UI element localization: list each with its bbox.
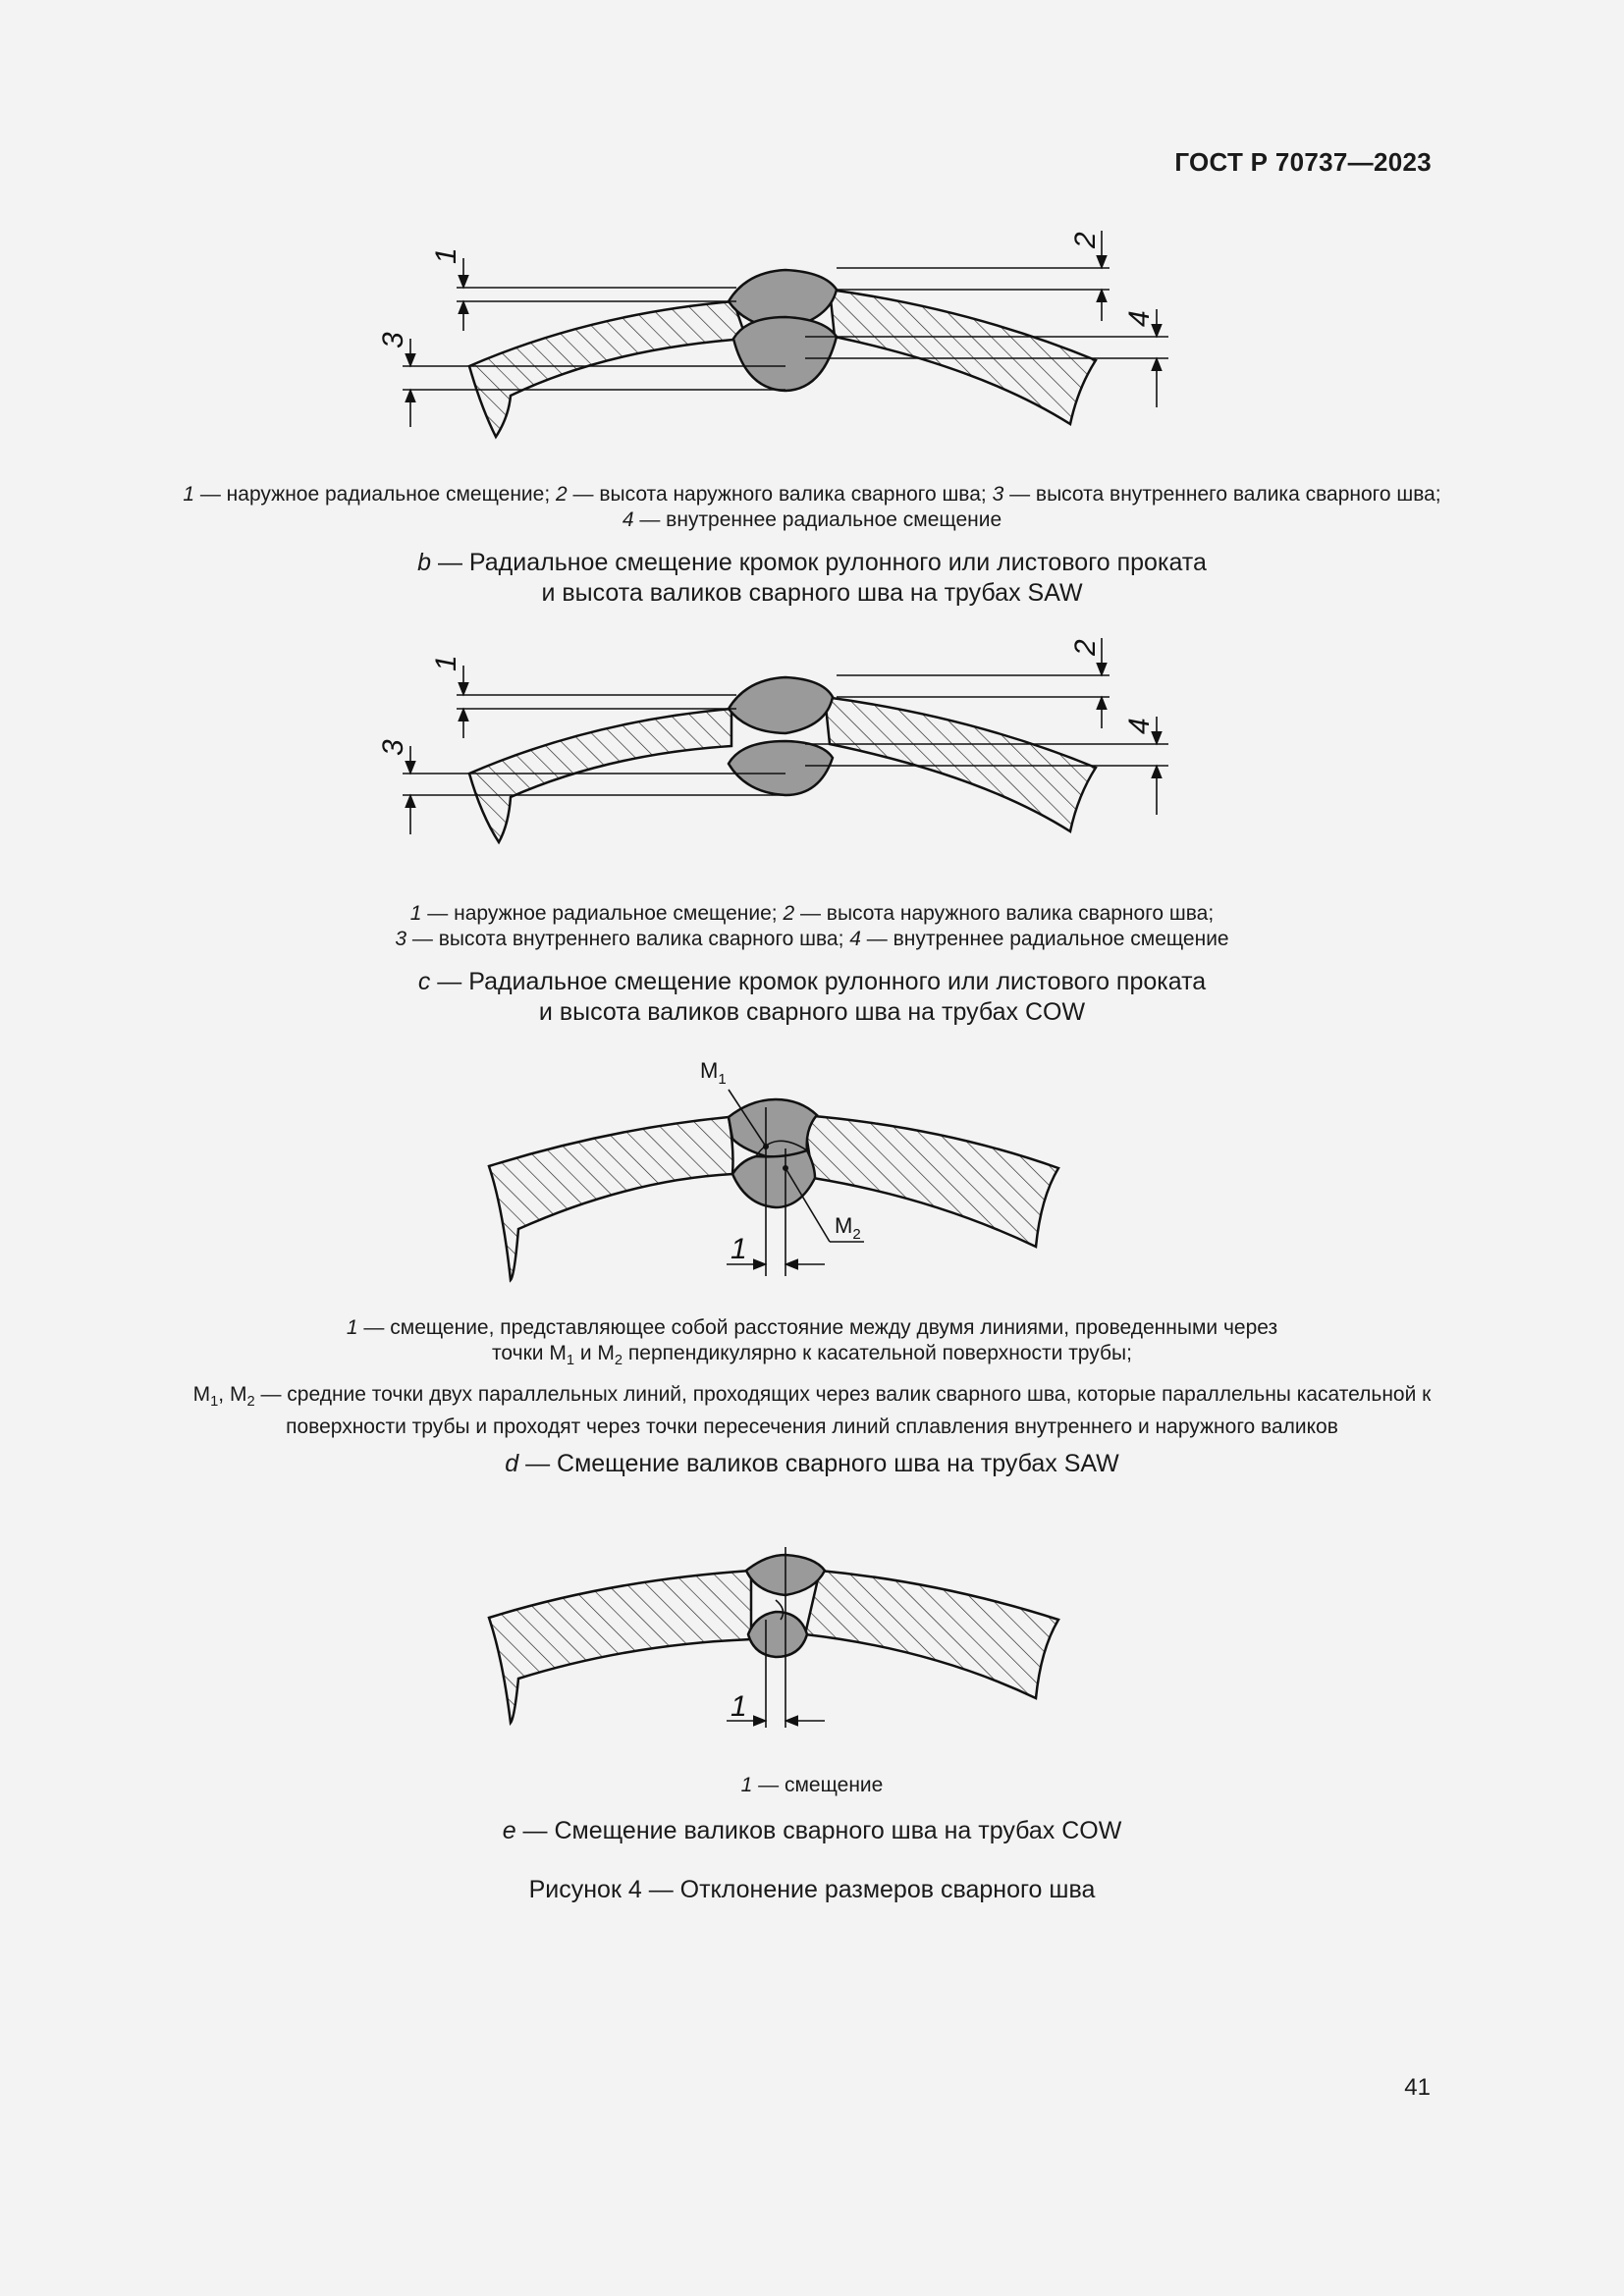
- left-plate: [489, 1117, 733, 1280]
- figure-b-drawing: [0, 221, 1624, 456]
- figure-c-caption: c — Радиальное смещение кромок рулонного или листового проката и высота валиков сварного шва на трубах COW: [417, 968, 1207, 1026]
- figure-d-drawing: [0, 1050, 1624, 1286]
- left-plate: [469, 709, 731, 842]
- inner-weld-bead: [733, 317, 837, 391]
- figure-c-legend: 1 — наружное радиальное смещение; 2 — высота наружного валика сварного шва; 3 — высота внутреннего валика сварного шва; 4 — внутреннее радиальное смещение: [395, 902, 1229, 950]
- figure-e-drawing: [0, 1541, 1624, 1737]
- inner-weld-bead: [748, 1612, 807, 1657]
- figure-e-legend: 1 — смещение: [740, 1774, 884, 1796]
- right-plate: [805, 1571, 1058, 1698]
- left-plate: [469, 301, 746, 437]
- inner-weld-bead: [732, 1150, 815, 1207]
- callout-1: 1: [731, 1690, 747, 1723]
- label-m2: $M_2$: [835, 1213, 861, 1243]
- document-id: ГОСТ Р 70737—2023: [1174, 147, 1432, 177]
- figure-b-legend: 1 — наружное радиальное смещение; 2 — высота наружного валика сварного шва; 3 — высота внутреннего валика сварного шва; 4 — внутреннее радиальное смещение: [183, 483, 1441, 531]
- figure-c-drawing: [0, 628, 1624, 864]
- right-plate: [830, 290, 1096, 424]
- figure-d-legend-2: $M_1$, $M_2$ — средние точки двух параллельных линий, проходящих через валик сварного шва, которые параллельны касательной к поверхности трубы и проходят через точки пересечения линий сплавления внутреннего и наружного валиков: [192, 1383, 1432, 1439]
- figure-d-legend-1: 1 — смещение, представляющее собой расстояние между двумя линиями, проведенными через точки $M_1$ и $M_2$ перпендикулярно к касательной поверхности трубы;: [346, 1316, 1278, 1369]
- callout-3: 3: [377, 739, 409, 756]
- callout-1: 1: [430, 247, 462, 264]
- callout-1: 1: [430, 655, 462, 671]
- callout-1: 1: [731, 1233, 747, 1265]
- callout-3: 3: [377, 332, 409, 348]
- callout-2: 2: [1069, 639, 1102, 656]
- callout-4: 4: [1123, 718, 1156, 734]
- callout-2: 2: [1069, 232, 1102, 248]
- figure-e-caption: e — Смещение валиков сварного шва на трубах COW: [502, 1817, 1122, 1844]
- figure-d-caption: d — Смещение валиков сварного шва на трубах SAW: [505, 1450, 1119, 1477]
- outer-weld-bead: [729, 677, 833, 733]
- page-number: 41: [1404, 2074, 1431, 2101]
- inner-weld-bead: [729, 741, 833, 795]
- right-plate: [825, 697, 1096, 831]
- figure-title: Рисунок 4 — Отклонение размеров сварного шва: [528, 1876, 1096, 1903]
- left-plate: [489, 1571, 751, 1723]
- figure-b-caption: b — Радиальное смещение кромок рулонного или листового проката и высота валиков сварного шва на трубах SAW: [417, 549, 1207, 607]
- label-m1: $M_1$: [700, 1058, 727, 1088]
- callout-4: 4: [1123, 310, 1156, 327]
